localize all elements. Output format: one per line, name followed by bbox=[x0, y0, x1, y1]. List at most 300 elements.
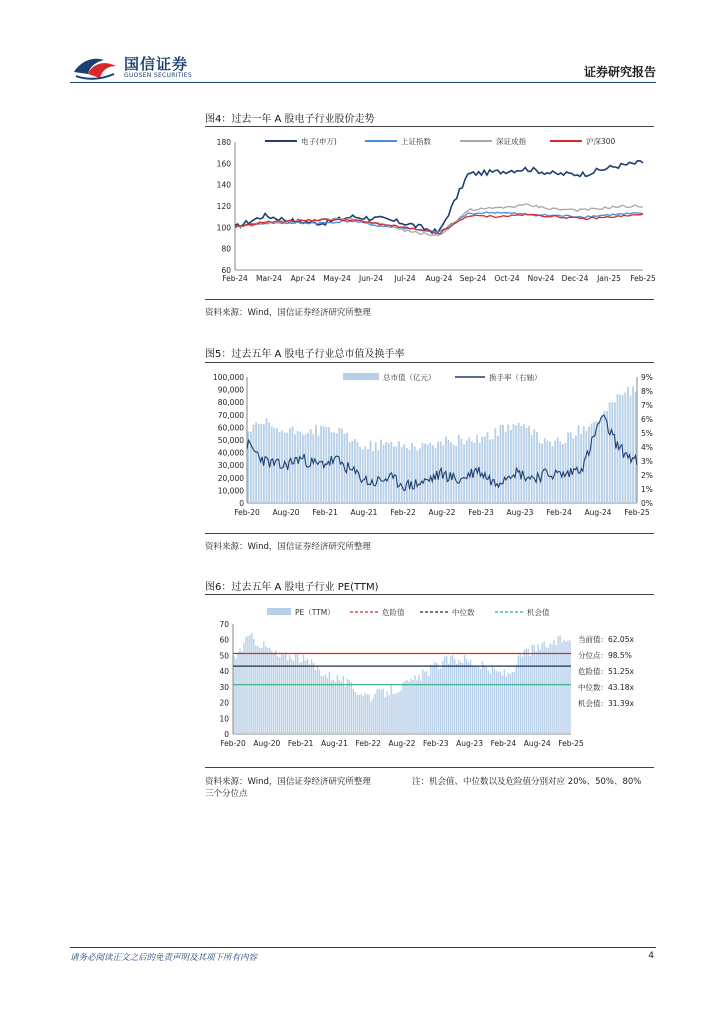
market-cap-bar bbox=[523, 424, 525, 503]
y-tick-label: 60 bbox=[219, 635, 229, 645]
market-cap-bar bbox=[383, 445, 385, 503]
market-cap-bar bbox=[312, 434, 314, 503]
pe-bar bbox=[567, 641, 568, 734]
pe-bar bbox=[464, 655, 465, 734]
pe-bar bbox=[271, 650, 272, 734]
y2-tick-label: 2% bbox=[641, 471, 653, 480]
market-cap-bar bbox=[403, 444, 405, 503]
pe-bar bbox=[549, 643, 550, 734]
annotation-label: 中位数：43.18x bbox=[578, 683, 634, 692]
pe-bar bbox=[541, 643, 542, 734]
pe-bar bbox=[442, 661, 443, 734]
y-tick-label: 120 bbox=[216, 202, 231, 211]
market-cap-bar bbox=[305, 434, 307, 503]
pe-bar bbox=[408, 681, 409, 734]
pe-bar bbox=[545, 647, 546, 734]
market-cap-bar bbox=[526, 428, 528, 503]
market-cap-bar bbox=[429, 443, 431, 503]
pe-bar bbox=[287, 661, 288, 734]
y2-tick-label: 4% bbox=[641, 443, 653, 452]
pe-bar bbox=[305, 661, 306, 734]
legend-swatch bbox=[343, 373, 379, 380]
market-cap-bar bbox=[333, 433, 335, 503]
pe-bar bbox=[456, 664, 457, 734]
market-cap-bar bbox=[505, 432, 507, 503]
pe-bar bbox=[239, 648, 240, 734]
market-cap-bar bbox=[536, 432, 538, 503]
y-tick-label: 80,000 bbox=[217, 398, 244, 408]
pe-bar bbox=[482, 661, 483, 734]
pe-bar bbox=[424, 671, 425, 734]
page-number: 4 bbox=[648, 951, 654, 961]
pe-bar bbox=[530, 656, 531, 734]
market-cap-bar bbox=[424, 444, 426, 503]
market-cap-bar bbox=[463, 444, 465, 503]
figure-4-chart bbox=[205, 130, 661, 298]
y-tick-label: 20,000 bbox=[217, 473, 244, 483]
pe-bar bbox=[474, 666, 475, 734]
pe-bar bbox=[539, 650, 540, 734]
market-cap-bar bbox=[396, 447, 398, 503]
y-tick-label: 30 bbox=[219, 682, 229, 692]
y2-tick-label: 6% bbox=[641, 415, 653, 424]
pe-bar bbox=[361, 694, 362, 734]
market-cap-bar bbox=[544, 438, 546, 503]
market-cap-bar bbox=[414, 446, 416, 503]
pe-bar bbox=[440, 668, 441, 734]
market-cap-bar bbox=[549, 442, 551, 503]
figure-4-source: 资料来源：Wind，国信证券经济研究所整理 bbox=[205, 308, 371, 318]
header-divider bbox=[70, 82, 656, 83]
market-cap-bar bbox=[489, 440, 491, 503]
market-cap-bar bbox=[609, 402, 611, 503]
pe-bar bbox=[355, 692, 356, 734]
market-cap-bar bbox=[419, 448, 421, 503]
market-cap-bar bbox=[364, 446, 366, 503]
market-cap-bar bbox=[284, 432, 286, 503]
x-tick-label: Aug-21 bbox=[320, 739, 348, 748]
market-cap-bar bbox=[502, 425, 504, 503]
pe-bar bbox=[251, 633, 252, 734]
market-cap-bar bbox=[604, 411, 606, 503]
pe-bar bbox=[520, 653, 521, 734]
figure-4-title: 图4：过去一年 A 股电子行业股价走势 bbox=[205, 114, 375, 125]
pe-bar bbox=[313, 663, 314, 734]
market-cap-bar bbox=[336, 434, 338, 503]
pe-bar bbox=[406, 680, 407, 734]
pe-bar bbox=[325, 674, 326, 734]
pe-bar bbox=[494, 669, 495, 734]
pe-bar bbox=[315, 670, 316, 734]
x-tick-label: Feb-21 bbox=[287, 739, 314, 748]
pe-bar bbox=[420, 681, 421, 734]
legend-label: 深证成指 bbox=[496, 137, 526, 146]
pe-bar bbox=[307, 659, 308, 734]
market-cap-bar bbox=[294, 434, 296, 503]
pe-bar bbox=[267, 648, 268, 734]
market-cap-bar bbox=[513, 424, 515, 503]
pe-bar bbox=[410, 679, 411, 734]
y-tick-label: 160 bbox=[216, 159, 231, 169]
market-cap-bar bbox=[630, 395, 632, 503]
y-tick-label: 90,000 bbox=[217, 385, 244, 395]
x-tick-label: Aug-24 bbox=[425, 274, 453, 283]
pe-bar bbox=[301, 662, 302, 734]
y-tick-label: 180 bbox=[216, 138, 231, 147]
legend-label: 危险值 bbox=[382, 608, 405, 617]
x-tick-label: Feb-23 bbox=[423, 739, 449, 748]
pe-bar bbox=[438, 669, 439, 734]
y-tick-label: 40,000 bbox=[217, 448, 244, 458]
pe-bar bbox=[319, 670, 320, 734]
pe-bar bbox=[524, 650, 525, 734]
market-cap-bar bbox=[492, 439, 494, 503]
pe-bar bbox=[500, 672, 501, 734]
market-cap-bar bbox=[481, 437, 483, 503]
market-cap-bar bbox=[507, 424, 509, 503]
pe-bar bbox=[285, 652, 286, 734]
pe-bar bbox=[265, 646, 266, 734]
figure-6-bottom-rule bbox=[205, 767, 654, 768]
market-cap-bar bbox=[320, 426, 322, 503]
pe-bar bbox=[522, 657, 523, 734]
x-tick-label: Apr-24 bbox=[290, 274, 316, 283]
y-tick-label: 20 bbox=[219, 698, 229, 708]
market-cap-bar bbox=[266, 418, 268, 503]
market-cap-bar bbox=[411, 443, 413, 503]
market-cap-bar bbox=[466, 440, 468, 503]
legend-label: 中位数 bbox=[452, 608, 475, 617]
pe-bar bbox=[436, 663, 437, 734]
pe-bar bbox=[547, 648, 548, 734]
pe-bar bbox=[233, 656, 234, 734]
pe-bar bbox=[283, 655, 284, 734]
pe-bar bbox=[311, 659, 312, 734]
pe-bar bbox=[460, 662, 461, 734]
pe-bar bbox=[486, 667, 487, 734]
brand-name: 国信证券 bbox=[124, 55, 189, 73]
y-tick-label: 40 bbox=[219, 667, 229, 677]
market-cap-bar bbox=[406, 448, 408, 503]
market-cap-bar bbox=[302, 435, 304, 503]
pe-bar bbox=[372, 698, 373, 734]
pe-bar bbox=[386, 692, 387, 734]
x-tick-label: Feb-24 bbox=[222, 274, 248, 283]
market-cap-bar bbox=[533, 429, 535, 503]
pe-bar bbox=[331, 680, 332, 734]
market-cap-bar bbox=[596, 421, 598, 503]
market-cap-bar bbox=[445, 437, 447, 503]
legend-label: 电子(申万) bbox=[301, 137, 337, 146]
pe-bar bbox=[514, 672, 515, 734]
pe-bar bbox=[534, 645, 535, 734]
pe-bar bbox=[528, 649, 529, 734]
market-cap-bar bbox=[570, 432, 572, 503]
pe-bar bbox=[368, 695, 369, 734]
x-tick-label: Jun-24 bbox=[359, 274, 383, 283]
market-cap-bar bbox=[500, 425, 502, 503]
y2-tick-label: 5% bbox=[641, 429, 653, 438]
report-type: 证券研究报告 bbox=[583, 65, 656, 79]
pe-bar bbox=[516, 665, 517, 734]
pe-bar bbox=[452, 655, 453, 734]
figure-6-top-rule bbox=[205, 594, 654, 595]
pe-bar bbox=[333, 680, 334, 734]
pe-bar bbox=[569, 640, 570, 734]
pe-bar bbox=[551, 644, 552, 734]
pe-bar bbox=[484, 666, 485, 734]
pe-bar bbox=[537, 644, 538, 734]
market-cap-bar bbox=[632, 386, 634, 503]
figure-6-source: 资料来源：Wind，国信证券经济研究所整理 bbox=[205, 777, 371, 787]
x-tick-label: Feb-25 bbox=[558, 739, 584, 748]
y-tick-label: 30,000 bbox=[217, 461, 244, 471]
pe-bar bbox=[466, 659, 467, 734]
pe-bar bbox=[476, 667, 477, 734]
x-tick-label: Aug-20 bbox=[272, 508, 300, 517]
market-cap-bar bbox=[338, 428, 340, 503]
pe-bar bbox=[293, 661, 294, 734]
market-cap-bar bbox=[372, 451, 374, 503]
market-cap-bar bbox=[585, 431, 587, 503]
pe-bar bbox=[398, 692, 399, 734]
figure-4-top-rule bbox=[205, 126, 654, 127]
market-cap-bar bbox=[601, 415, 603, 503]
x-tick-label: Oct-24 bbox=[494, 274, 520, 283]
market-cap-bar bbox=[591, 424, 593, 503]
x-tick-label: Mar-24 bbox=[256, 274, 282, 283]
pe-bar bbox=[404, 681, 405, 734]
pe-bar bbox=[472, 666, 473, 734]
market-cap-bar bbox=[635, 392, 637, 503]
pe-bar bbox=[400, 691, 401, 734]
market-cap-bar bbox=[497, 436, 499, 503]
x-tick-label: Feb-24 bbox=[490, 739, 517, 748]
market-cap-bar bbox=[331, 432, 333, 503]
pe-bar bbox=[329, 672, 330, 734]
market-cap-bar bbox=[276, 429, 278, 503]
y2-tick-label: 3% bbox=[641, 457, 653, 466]
x-tick-label: Feb-22 bbox=[355, 739, 381, 748]
market-cap-bar bbox=[307, 433, 309, 503]
x-tick-label: Aug-21 bbox=[350, 508, 378, 517]
market-cap-bar bbox=[422, 443, 424, 503]
y-tick-label: 50,000 bbox=[217, 436, 244, 445]
pe-bar bbox=[488, 671, 489, 734]
annotation-label: 当前值：62.05x bbox=[578, 635, 634, 644]
figure-5-bottom-rule bbox=[205, 533, 654, 534]
legend-label: 换手率（右轴） bbox=[489, 373, 542, 382]
market-cap-bar bbox=[289, 428, 291, 503]
legend-label: 上证指数 bbox=[401, 137, 431, 146]
market-cap-bar bbox=[518, 423, 520, 503]
x-tick-label: Feb-25 bbox=[624, 508, 650, 517]
y-tick-label: 60,000 bbox=[217, 423, 244, 433]
market-cap-bar bbox=[487, 432, 489, 503]
x-tick-label: Feb-20 bbox=[220, 739, 246, 748]
pe-bar bbox=[434, 662, 435, 734]
pe-bar bbox=[289, 655, 290, 734]
pe-bar bbox=[384, 697, 385, 734]
pe-bar bbox=[235, 658, 236, 734]
pe-bar bbox=[345, 686, 346, 734]
footer-divider bbox=[70, 947, 656, 948]
figure-5-title: 图5：过去五年 A 股电子行业总市值及换手率 bbox=[205, 349, 405, 360]
pe-bar bbox=[243, 643, 244, 734]
pe-bar bbox=[496, 671, 497, 734]
pe-bar bbox=[263, 641, 264, 734]
pe-bar bbox=[357, 695, 358, 734]
y-tick-label: 80 bbox=[221, 244, 231, 254]
y2-tick-label: 8% bbox=[641, 387, 653, 396]
pe-bar bbox=[444, 656, 445, 734]
market-cap-bar bbox=[398, 441, 400, 503]
pe-bar bbox=[504, 669, 505, 734]
market-cap-bar bbox=[484, 437, 486, 503]
market-cap-bar bbox=[588, 427, 590, 503]
x-tick-label: Jan-25 bbox=[597, 274, 621, 283]
market-cap-bar bbox=[341, 429, 343, 503]
y-tick-label: 70,000 bbox=[217, 410, 244, 420]
market-cap-bar bbox=[448, 440, 450, 503]
pe-bar bbox=[422, 670, 423, 734]
annotation-label: 机会值：31.39x bbox=[578, 699, 634, 708]
pe-bar bbox=[237, 652, 238, 734]
pe-bar bbox=[416, 680, 417, 734]
x-tick-label: Aug-22 bbox=[428, 508, 456, 517]
brand-name-en: GUOSEN SECURITIES bbox=[124, 72, 193, 79]
x-tick-label: Sep-24 bbox=[459, 274, 487, 283]
y-tick-label: 10,000 bbox=[217, 486, 244, 496]
pe-bar bbox=[359, 695, 360, 734]
pe-bar bbox=[327, 678, 328, 734]
pe-bar bbox=[561, 642, 562, 734]
market-cap-bar bbox=[380, 440, 382, 503]
market-cap-bar bbox=[539, 443, 541, 503]
y-tick-label: 50 bbox=[219, 651, 229, 661]
pe-bar bbox=[392, 694, 393, 734]
pe-bar bbox=[390, 685, 391, 734]
x-tick-label: Feb-22 bbox=[390, 508, 416, 517]
market-cap-bar bbox=[367, 449, 369, 503]
y-tick-label: 100 bbox=[216, 223, 231, 233]
pe-bar bbox=[279, 657, 280, 734]
market-cap-bar bbox=[494, 428, 496, 503]
annotation-label: 危险值：51.25x bbox=[578, 667, 634, 676]
x-tick-label: Feb-25 bbox=[630, 274, 656, 283]
pe-bar bbox=[378, 689, 379, 734]
pe-bar bbox=[543, 642, 544, 734]
pe-bar bbox=[532, 645, 533, 734]
y2-tick-label: 7% bbox=[641, 401, 653, 410]
legend-label: 机会值 bbox=[527, 608, 550, 617]
market-cap-bar bbox=[520, 426, 522, 503]
pe-bar bbox=[454, 659, 455, 734]
y-tick-label: 0 bbox=[239, 499, 244, 508]
pe-bar bbox=[245, 637, 246, 734]
y-tick-label: 100,000 bbox=[212, 373, 244, 382]
pe-bar bbox=[498, 672, 499, 734]
pe-bar bbox=[555, 645, 556, 734]
market-cap-bar bbox=[468, 437, 470, 503]
x-tick-label: May-24 bbox=[323, 274, 351, 283]
pe-bar bbox=[273, 653, 274, 734]
pe-bar bbox=[353, 689, 354, 734]
market-cap-bar bbox=[370, 441, 372, 503]
y2-tick-label: 1% bbox=[641, 485, 653, 494]
x-tick-label: Feb-23 bbox=[468, 508, 494, 517]
pe-bar bbox=[299, 663, 300, 734]
pe-bar bbox=[241, 652, 242, 734]
footer-disclaimer: 请务必阅读正文之后的免责声明及其项下所有内容 bbox=[70, 953, 258, 963]
market-cap-bar bbox=[349, 442, 351, 503]
market-cap-bar bbox=[362, 450, 364, 503]
annotation-label: 分位点：98.5% bbox=[578, 651, 632, 660]
y2-tick-label: 9% bbox=[641, 373, 653, 382]
pe-bar bbox=[363, 696, 364, 734]
pe-bar bbox=[478, 666, 479, 734]
market-cap-bar bbox=[258, 424, 260, 503]
x-tick-label: Feb-21 bbox=[312, 508, 338, 517]
pe-bar bbox=[394, 694, 395, 734]
pe-bar bbox=[335, 682, 336, 734]
y-tick-label: 60 bbox=[221, 266, 231, 275]
pe-bar bbox=[462, 663, 463, 734]
pe-bar bbox=[450, 656, 451, 734]
figure-6-chart bbox=[205, 598, 661, 758]
pe-bar bbox=[526, 649, 527, 734]
market-cap-bar bbox=[515, 426, 517, 503]
x-tick-label: Aug-23 bbox=[506, 508, 534, 517]
pe-bar bbox=[337, 675, 338, 734]
market-cap-bar bbox=[578, 425, 580, 503]
market-cap-bar bbox=[611, 402, 613, 503]
pe-bar bbox=[281, 653, 282, 734]
pe-bar bbox=[396, 693, 397, 734]
market-cap-bar bbox=[552, 446, 554, 503]
pe-bar bbox=[446, 656, 447, 734]
pe-bar bbox=[291, 659, 292, 734]
market-cap-bar bbox=[617, 394, 619, 503]
y-tick-label: 10 bbox=[219, 714, 229, 724]
pe-bar bbox=[277, 656, 278, 734]
market-cap-bar bbox=[388, 443, 390, 503]
pe-bar bbox=[255, 646, 256, 734]
market-cap-bar bbox=[557, 438, 559, 503]
pe-bar bbox=[347, 679, 348, 734]
market-cap-bar bbox=[458, 435, 460, 503]
legend-label: PE（TTM） bbox=[295, 608, 335, 617]
pe-bar bbox=[275, 650, 276, 734]
pe-bar bbox=[382, 688, 383, 734]
figure-6-title: 图6：过去五年 A 股电子行业 PE(TTM) bbox=[205, 582, 379, 593]
pe-bar bbox=[269, 648, 270, 734]
pe-bar bbox=[341, 681, 342, 734]
figure-5-source: 资料来源：Wind，国信证券经济研究所整理 bbox=[205, 542, 371, 552]
figure-6-note: 注：机会值、中位数以及危险值分别对应 20%、50%、80% bbox=[412, 777, 642, 787]
x-tick-label: Aug-22 bbox=[388, 739, 416, 748]
market-cap-bar bbox=[299, 432, 301, 503]
pe-bar bbox=[480, 669, 481, 734]
pe-bar bbox=[365, 693, 366, 734]
legend-label: 沪深300 bbox=[586, 137, 616, 146]
pe-bar bbox=[339, 680, 340, 734]
market-cap-bar bbox=[385, 442, 387, 503]
market-cap-bar bbox=[416, 451, 418, 503]
market-cap-bar bbox=[627, 387, 629, 503]
pe-bar bbox=[412, 680, 413, 734]
x-tick-label: Feb-24 bbox=[546, 508, 572, 517]
